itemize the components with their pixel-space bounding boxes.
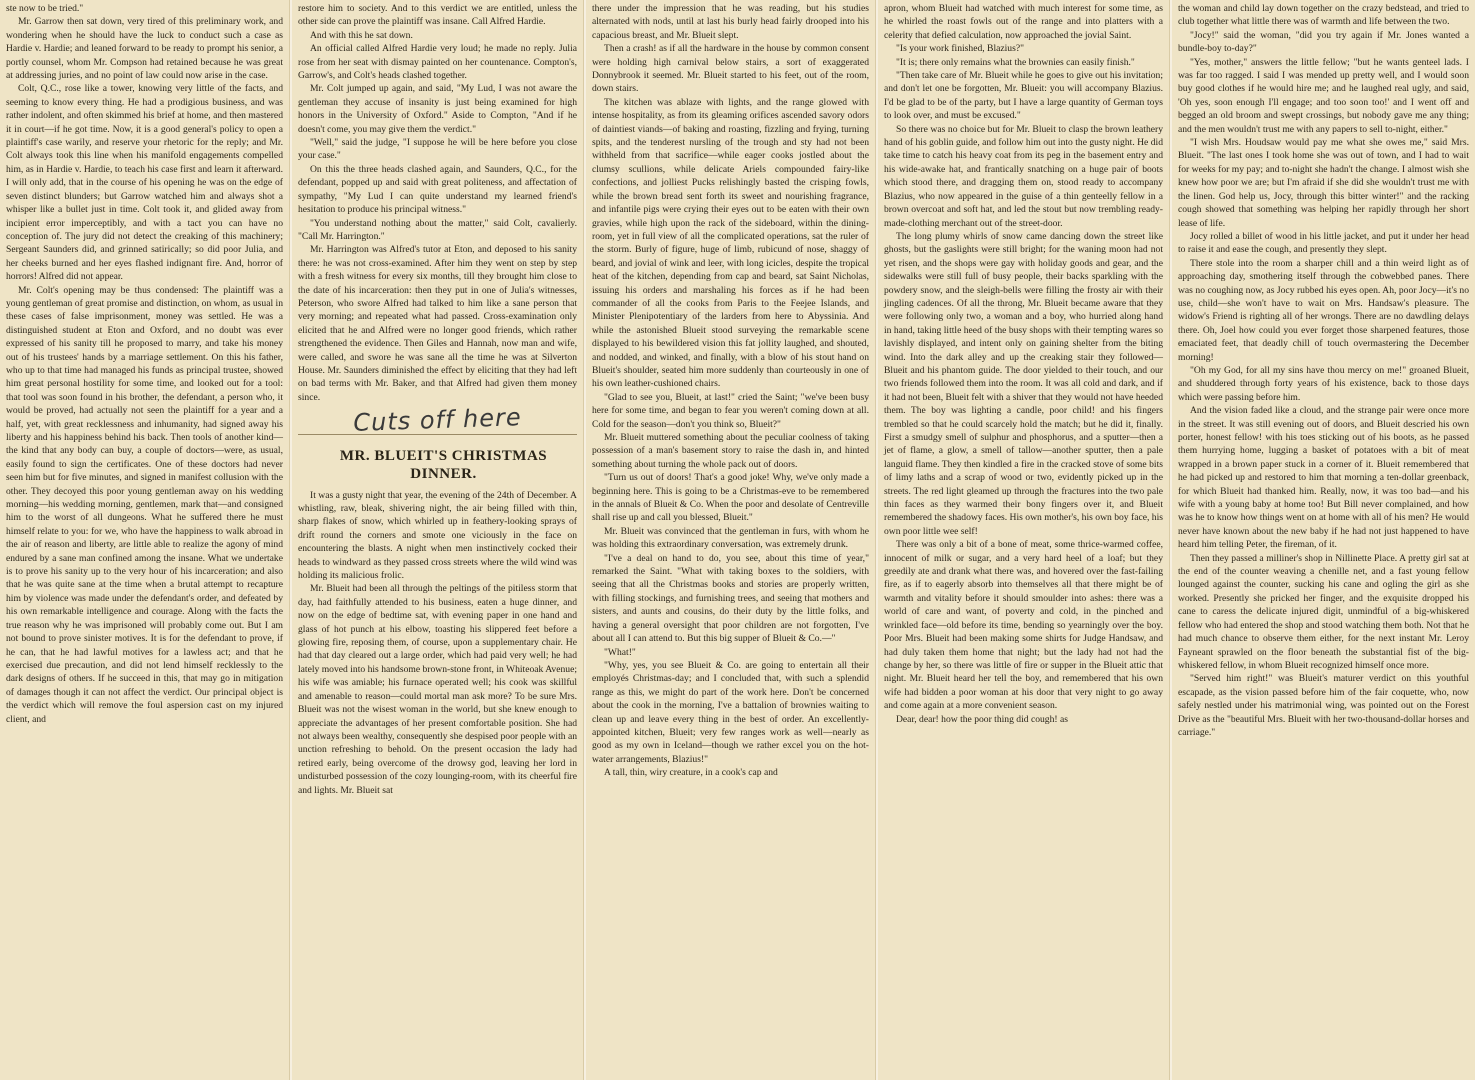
column-2 [292, 0, 584, 1080]
paragraph: On this the three heads clashed again, and Saunders, Q.C., for the defendant, popped up and said with great politeness, and affectation of sympathy, "My Lud I can quite understand my learned friend's hesitation to produce his principal witness." [298, 163, 577, 216]
paragraph: An official called Alfred Hardie very loud; he made no reply. Julia rose from her seat with dismay painted on her countenance. Compton's, Garrow's, and Colt's heads clashed together. [298, 43, 577, 82]
paragraph: "Served him right!" was Blueit's maturer verdict on this youthful escapade, as the vision passed before him of the fair coquette, who, now safely nestled under his matrimonial wing, was pointed out on the Forest Drive as the "beautiful Mrs. Blueit with her two-thousand-dollar horses and carriage." [1178, 673, 1469, 738]
paragraph: Colt, Q.C., rose like a tower, knowing very little of the facts, and seeming to know every thing. He had a prodigious business, and was rather indolent, and often skimmed his brief at home, and then mastered it in court—if he got time. Now, it is a good general's policy to open a plaintiff's case warily, and reserve your rhetoric for the reply; and Mr. Colt always took this line when his manifold engagements compelled him, as in Hardie v. Hardie, to teach his case first and learn it afterward. I will only add, that in the course of his opening he was on the edge of seven distinct blunders; but Garrow watched him and always shot a whisper like a bullet just in time. Colt took it, and glided away from incipient error imperceptibly, and with a tact you can have no conception of. The jury did not detect the creaking of this machinery; Sergeant Saunders did, and grinned satirically; so did poor Julia, and her cheeks burned and her eyes flashed indignant fire. And, horror of horrors! Alfred did not appear. [6, 83, 283, 283]
column-5 [1172, 0, 1475, 1080]
paragraph: ste now to be tried." [6, 3, 84, 14]
paragraph: "Jocy!" said the woman, "did you try again if Mr. Jones wanted a bundle-boy to-day?" [1178, 29, 1469, 55]
paragraph: "I wish Mrs. Houdsaw would pay me what she owes me," said Mrs. Blueit. "The last ones I took home she was out of town, and I had to wait for weeks for my pay; and to-night she hadn't the change. I almost wish she knew how poor we are; but I'm afraid if she did she wouldn't trust me with the linen. God help us, Jocy, through this bitter winter!" and the racking cough showed that something was helping her rapidly through her short lease of life. [1178, 137, 1469, 229]
paragraph: "Yes, mother," answers the little fellow; "but he wants genteel lads. I was far too ragged. I said I was mended up pretty well, and I would soon buy good clothes if he would hire me; and he laughed real ugly, and said, 'Oh yes, soon enough I'll engage; and too soon too!' and I went off and begged an old broom and swept crossings, but nobody gave me any thing; and the men wouldn't trust me with any papers to sell to-night, either." [1178, 56, 1469, 135]
paragraph: Mr. Colt's opening may be thus condensed: The plaintiff was a young gentleman of great promise and distinction, on whom, as usual in these cases of false imprisonment, money was settled. He was a distinguished student at Eton and Oxford, and no doubt was ever expressed of his sanity till he proposed to marry, and take his money out of his trustees' hands by a marriage settlement. On this his father, who up to that time had managed his funds as principal trustee, showed him great personal hostility for some time, and looked out for a tool: that tool was soon found in his brother, the defendant, a person who, it would be proved, had actually not seen the plaintiff for a year and a half, yet, with great recklessness and inhumanity, had signed away his liberty and his happiness behind his back. Then tools of another kind—the kind that any body can buy, a couple of doctors—were, as usual, easily found to sign the certificates. One of these doctors had never seen him but for five minutes, and signed in manifest collusion with the other. They decoyed this poor young gentleman away on his wedding morning—his wedding morning, gentlemen, mark that—and consigned him to the worst of all dungeons. What he suffered there he must himself relate to you: for we, who have the happiness to walk abroad in the air of reason and liberty, are little able to realize the agony of mind endured by a sane man confined among the insane. What we undertake is to prove his sanity up to the very hour of his incarceration; and also that he was quite sane at the time when a brutal attempt to recapture him by violence was made under the defendant's order, and defeated by his own remarkable intelligence and courage. Along with the facts the true reason why he was imprisoned will probably come out. But I am not bound to prove sinister motives. It is for the defendant to prove, if he can, that he had lawful motives for a lawless act; and that he exercised due precaution, and did not lend himself recklessly to the dark designs of others. If he succeed in this, that may go in mitigation of damages though it can not affect the verdict. Our principal object is the verdict which will remove the foul aspersion cast on my injured client, and [6, 284, 283, 725]
paragraph: Mr. Colt jumped up again, and said, "My Lud, I was not aware the gentleman they accuse of insanity is just being examined for high honors in the University of Oxford." Aside to Compton, "And if he doesn't come, you may give them the verdict." [298, 83, 577, 135]
paragraph: And the vision faded like a cloud, and the strange pair were once more in the street. It was still evening out of doors, and Blueit descried his own porter, honest fellow! with his toes sticking out of his boots, as he passed them hurrying home, lugging a basket of potatoes with a bit of meat wrapped in a brown paper stuck in a corner of it. Blueit remembered that he had picked up and restored to him that morning a ten-dollar greenback, for which Blueit had thanked him. Really, now, it was too bad—and his wife with a young baby at home too! But Bill never complained, and how was he to know how things went on at home with all of his men? He would never have known about the new baby if he had not just happened to have heard him telling Peter, the fireman, of it. [1178, 405, 1469, 551]
handwritten-note: Cuts off here [352, 403, 523, 438]
paragraph: "Then take care of Mr. Blueit while he goes to give out his invitation; and don't let one be forgotten, Mr. Blueit: you will accompany Blazius. I'd be glad to be of the party, but I have a large quantity of German toys to look over, and must be excused." [884, 70, 1163, 122]
paragraph: "Well," said the judge, "I suppose he will be here before you close your case." [298, 137, 577, 162]
story-title-line-2: DINNER. [410, 465, 477, 482]
clipping-lower [298, 447, 577, 797]
paragraph: "I've a deal on hand to do, you see, about this time of year," remarked the Saint. "What with taking boxes to the soldiers, with seeing that all the Christmas books and stories are properly written, with filling stockings, and furnishing trees, and seeing that mothers and sisters, and aunts and cousins, do their duty by the little folks, and having a general oversight that poor children are not forgotten, I've about all I can attend to. But this big supper of Blueit & Co.—" [592, 552, 869, 645]
paragraph: Mr. Harrington was Alfred's tutor at Eton, and deposed to his sanity there: he was not cross-examined. After him they went on step by step with a fresh witness for every six months, till they brought him close to the date of his incarceration: then they put in one of Julia's witnesses, Peterson, who swore Alfred had talked to him like a sane person that very morning; and repeated what had passed. Cross-examination only elicited that he and Alfred were no longer good friends, which rather strengthened the evidence. Then Giles and Hannah, now man and wife, were called, and swore he was sane all the time he was at Silverton House. Mr. Saunders diminished the effect by eliciting that they had left on bad terms with Mr. Baker, and that Alfred had given them money since. [298, 244, 577, 403]
paragraph: Mr. Garrow then sat down, very tired of this preliminary work, and wondering when he should have the luck to conduct such a case as Hardie v. Hardie; and leaned forward to be ready to prompt his senior, a portly counsel, whom Mr. Compson had retained because he was great at addressing juries, and no point of law could now arise in the case. [6, 16, 283, 82]
paragraph: Mr. Blueit was convinced that the gentleman in furs, with whom he was holding this extraordinary conversation, was extremely drunk. [592, 525, 869, 551]
paragraph: "Why, yes, you see Blueit & Co. are going to entertain all their employés Christmas-day; and I concluded that, with such a splendid range as this, we might do part of the work here. Don't be concerned about the cook in the morning, I've a battalion of brownies waiting to clean up and leave every thing in the best of order. An excellently-appointed kitchen, Blueit; very few ranges work as well—nearly as good as my own in Iceland—though we rather excel you on the hot-water arrangements, Blazius!" [592, 659, 869, 765]
clipping-upper [298, 2, 577, 404]
paragraph: "What!" [604, 646, 636, 658]
paragraph: Jocy rolled a billet of wood in his little jacket, and put it under her head to raise it and ease the cough, and presently they slept. [1178, 230, 1469, 256]
paragraph: the woman and child lay down together on the crazy bedstead, and tried to club together what little there was of warmth and life between the two. [1178, 3, 1469, 28]
column-3 [586, 0, 876, 1080]
paragraph: And with this he sat down. [310, 29, 413, 41]
paragraph: "Glad to see you, Blueit, at last!" cried the Saint; "we've been busy here for some time, and began to fear you weren't coming down at all. Cold for the season—don't you think so, Blueit?" [592, 391, 869, 430]
paragraph: restore him to society. And to this verdict we are entitled, unless the other side can prove the plaintiff was insane. Call Alfred Hardie. [298, 3, 577, 28]
paragraph: Then they passed a milliner's shop in Nillinette Place. A pretty girl sat at the end of the counter weaving a chenille net, and a fast young fellow lounged against the counter, sucking his cane and ogling the girl as she worked. Presently she pricked her finger, and the exquisite dropped his cane to caress the delicate injured digit, unmindful of a big-whiskered fellow who had entered the shop and stood watching them both. Not that he had much chance to observe them either, for the next instant Mr. Leroy Fayneant sprawled on the floor beneath the substantial fist of the big-whiskered fellow, in whom Blueit recognized himself once more. [1178, 552, 1469, 671]
paragraph: "Oh my God, for all my sins have thou mercy on me!" groaned Blueit, and shuddered through forty years of his existence, back to those days which were passing before him. [1178, 364, 1469, 403]
paragraph: there under the impression that he was reading, but his studies alternated with nods, until at last his burly head fairly drooped into his capacious breast, and Mr. Blueit slept. [592, 3, 869, 41]
paragraph: Then a crash! as if all the hardware in the house by common consent were holding high carnival below stairs, a sort of exaggerated Donnybrook it seemed. Mr. Blueit started to his feet, out of the room, down stairs. [592, 43, 869, 95]
paragraph: apron, whom Blueit had watched with much interest for some time, as he whirled the roast fowls out of the range and into platters with a celerity that defied calculation, now approached the jovial Saint. [884, 3, 1163, 41]
story-title-block [298, 447, 577, 483]
paragraph: "Is your work finished, Blazius?" [896, 43, 1024, 55]
paragraph: Mr. Blueit muttered something about the peculiar coolness of taking possession of a man's basement story to raise the dash in, and hinted something about turning the whole pack out of doors. [592, 432, 869, 470]
paragraph: Dear, dear! how the poor thing did cough! as [896, 713, 1068, 725]
paragraph: There stole into the room a sharper chill and a thin weird light as of approaching day, smothering itself through the cobwebbed panes. There was no coughing now, as Jocy rubbed his eyes open. Ah, poor Jocy—it's no use, child—she won't have to wait on Mrs. Handsaw's pleasure. The widow's Friend is righting all of her wrongs. There are no dawdling delays there. Oh, Joel how could you ever forget those sharpened features, those emaciated feet, that deadly chill of touch overmastering the December morning! [1178, 257, 1469, 363]
paragraph: The kitchen was ablaze with lights, and the range glowed with intense hospitality, as from its gleaming orifices ascended savory odors of daintiest viands—of baking and roasting, fizzling and frying, turning spits, and the tenderest nursling of the trough and sty had not been withheld from that sacrifice—while eager cooks jostled about the clumsy scullions, while delicate Ariels compounded fairy-like confections, and jolliest Pucks relishingly basted the crisping fowls, while the brown bread sent forth its sweet and nourishing fragrance, and infantile pigs were crying their eyes out to be eaten with their own gravies, while high upon the rack of the sideboard, within the dining-room, yet in full view of all the complicated operations, sat the ruler of the storm. Burly of figure, huge of limb, rubicund of nose, shaggy of beard, and jovial of wink and leer, with long icicles, despite the tropical heat of the kitchen, depending from cap and beard, sat Saint Nicholas, issuing his orders and marshaling his forces as if he had been commander of all the cooks from Paris to the Feejee Islands, and Minister Plenipotentiary of the larders from here to Abyssinia. And while the astonished Blueit stood surveying the remarkable scene displayed to his bewildered vision this fat jollity laughed, and shouted, and nodded, and winked, and finally, with a blow of his stout hand on Blueit's shoulder, seated him more suddenly than courteously in one of his own leather-cushioned chairs. [592, 96, 869, 390]
paragraph: The long plumy whirls of snow came dancing down the street like ghosts, but the gaslights were still bright; for the waning moon had not yet risen, and the shops were gay with holiday goods and gear, and the sidewalks were still full of busy people, their backs sparkling with the powdery snow, and the sleigh-bells were filling the frosty air with their jingling cadences. Of all the throng, Mr. Blueit became aware that they were following only two, a woman and a boy, who hurried along hand in hand, taking little heed of the busy shops with their tempting wares so lavishly displayed, and intent only on gaining shelter from the biting wind. Into the dark alley and up the creaking stair they followed—Blueit and his phantom guide. The door yielded to their touch, and our two friends followed them into the room. It was all cold and dark, and if it had not been, Blueit felt with a shiver that they would not have heeded them. The boy was lighting a candle, poor child! and his fingers trembled so that he could scarcely hold the match; but he did it, finally. First a smudgy smell of sulphur and phosphorus, and a sputter—then a jet of flame, a glow, a smell of tallow—another sputter, then a pale languid flame. They then kindled a fire in the cracked stove of some bits of limy laths and a scrap of wood or two, evidently picked up in the streets. The red light gleamed up through the fractures into the two pale thin faces as they warmed their bony fingers over it, and Blueit remembered the shadowy faces. His own mother's, his own boy face, his own poor little wee self! [884, 230, 1163, 537]
column-1 [0, 0, 290, 1080]
paragraph: "You understand nothing about the matter," said Colt, cavalierly. "Call Mr. Harrington." [298, 217, 577, 242]
paragraph: Mr. Blueit had been all through the peltings of the pitiless storm that day, had faithfully attended to his business, eaten a huge dinner, and now on the edge of bedtime sat, with evening paper in one hand and glass of hot punch at his elbow, toasting his slippered feet before a glowing fire, reposing them, of course, upon a supplementary chair. He had that day cleared out a large order, which had paid very well; he had lately moved into his handsome brown-stone front, in Whiteoak Avenue; his wife was amiable; his furnace operated well; his cook was skillful and amenable to reason—could mortal man ask more? To be sure Mrs. Blueit was not the wisest woman in the world, but she knew enough to appreciate the advantages of her present comfortable position. She had not always been wealthy, consequently she despised poor people with an unction refreshing to behold. On the present occasion the lady had retired early, being overcome of the drowsy god, leaving her lord in undisturbed possession of the cozy lounging-room, with its cheerful fire and lights. Mr. Blueit sat [298, 583, 577, 796]
paragraph: A tall, thin, wiry creature, in a cook's cap and [604, 767, 778, 779]
paragraph: "Turn us out of doors! That's a good joke! Why, we've only made a beginning here. This is going to be a Christmas-eve to be remembered in the annals of Blueit & Co. When the poor and desolate of Centreville shall rise up and call you blessed, Blueit." [592, 472, 869, 524]
story-title-line-1: MR. BLUEIT'S CHRISTMAS [339, 447, 548, 464]
paragraph: "It is; there only remains what the brownies can easily finish." [896, 56, 1135, 68]
column-4 [878, 0, 1170, 1080]
paragraph: So there was no choice but for Mr. Blueit to clasp the brown leathery hand of his goblin guide, and follow him out into the gusty night. He did take time to catch his heavy coat from its peg in the basement entry and his wide-awake hat, and frantically snatching on a huge pair of boots which stood there, and dragging them on, stood ready to accompany Blazius, who now appeared in the guise of a thin genteelly fellow in a brown overcoat and soft hat, and led the stout but now trembling ready-made-clothing merchant out of the street-door. [884, 123, 1163, 229]
paragraph: There was only a bit of a bone of meat, some thrice-warmed coffee, innocent of milk or sugar, and a very hard heel of a loaf; but they greedily ate and drank what there was, and hovered over the fast-failing fire, as if to eagerly absorb into themselves all that there might be of warmth and vitality before it should smoulder into ashes: there was a world of care and want, of poverty and cold, in the pinched and wrinkled face—old before its time, bending so yearningly over the boy. Poor Mrs. Blueit had been making some shirts for Judge Handsaw, and had duly taken them home that night; but the lady had not had the change by her, so there was little of fire or supper in the Blueit attic that night. Mr. Blueit heard her tell the boy, and remembered that his own wife had bidden a poor woman at his door that very night to go away and come again at a more convenient season. [884, 539, 1163, 712]
paragraph: It was a gusty night that year, the evening of the 24th of December. A whistling, raw, bleak, shivering night, the air being filled with thin, sharp flakes of snow, which whirled up in feathery-looking sprays of drift round the corners and smote one viciously in the face on encountering the blasts. A night when men instinctively cocked their heads to windward as they passed cross streets where the wild wind was holding its malicious frolic. [298, 489, 577, 582]
